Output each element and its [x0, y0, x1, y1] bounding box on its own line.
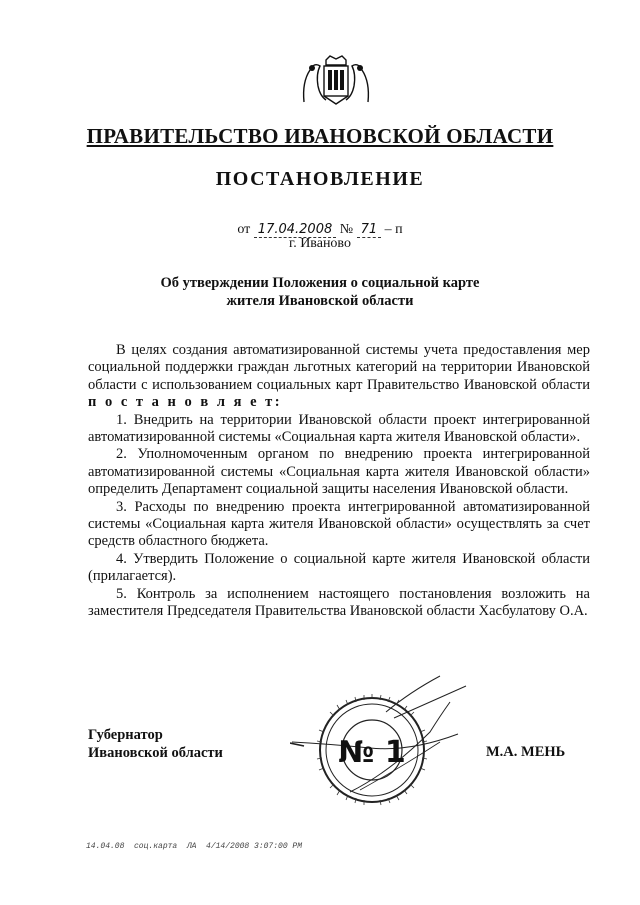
decree-item-4: 4. Утвердить Положение о социальной карте жителя Ивановской области (прилагается).: [88, 550, 590, 585]
preamble-text: В целях создания автоматизированной системы учета предоставления мер социальной поддержки граждан льготных категорий на территории Ивановской области с использованием социальных карт Правительство Ивановской области: [88, 342, 590, 393]
preamble-paragraph: [88, 342, 590, 412]
signer-position: [88, 726, 223, 762]
number-suffix: – п: [384, 222, 403, 237]
document-footer: 14.04.08 соц.карта ЛА 4/14/2008 3:07:00 PM: [86, 842, 303, 851]
document-type-title: ПОСТАНОВЛЕНИЕ: [215, 168, 425, 190]
signer-title-line-1: Губернатор: [88, 727, 163, 743]
subject-line-1: Об утверждении Положения о социальной карте: [160, 275, 480, 291]
signer-name: М.А. МЕНЬ: [486, 744, 566, 760]
decree-number: 71: [357, 222, 382, 238]
decree-item-1: 1. Внедрить на территории Ивановской области проект интегрированной автоматизированной системы «Социальная карта жителя Ивановской области».: [88, 411, 590, 446]
decree-item-2: 2. Уполномоченным органом по внедрению проекта интегрированной автоматизированной системы «Социальная карта жителя Ивановской области» определить Департамент социальной защиты населения Ивановской области.: [88, 446, 590, 498]
official-seal: [290, 672, 470, 822]
date-prefix: от: [237, 222, 251, 237]
seal-number: № 1: [338, 735, 406, 770]
decree-subject: [120, 274, 520, 310]
decree-item-5: 5. Контроль за исполнением настоящего постановления возложить на заместителя Председателя Правительства Ивановской области Хасбулатову О.А.: [88, 585, 590, 620]
signer-title-line-2: Ивановской области: [88, 745, 223, 761]
number-label: №: [339, 222, 354, 237]
subject-line-2: жителя Ивановской области: [226, 293, 414, 309]
government-title: ПРАВИТЕЛЬСТВО ИВАНОВСКОЙ ОБЛАСТИ: [86, 124, 554, 148]
decree-date: 17.04.2008: [254, 222, 336, 238]
decree-word: п о с т а н о в л я е т:: [88, 394, 283, 411]
coat-of-arms-icon: [300, 52, 372, 106]
decree-body: [88, 342, 590, 621]
city: г. Иваново: [289, 236, 351, 251]
decree-item-3: 3. Расходы по внедрению проекта интегрированной автоматизированной системы «Социальная карта жителя Ивановской области» осуществлять за счет средств областного бюджета.: [88, 498, 590, 550]
